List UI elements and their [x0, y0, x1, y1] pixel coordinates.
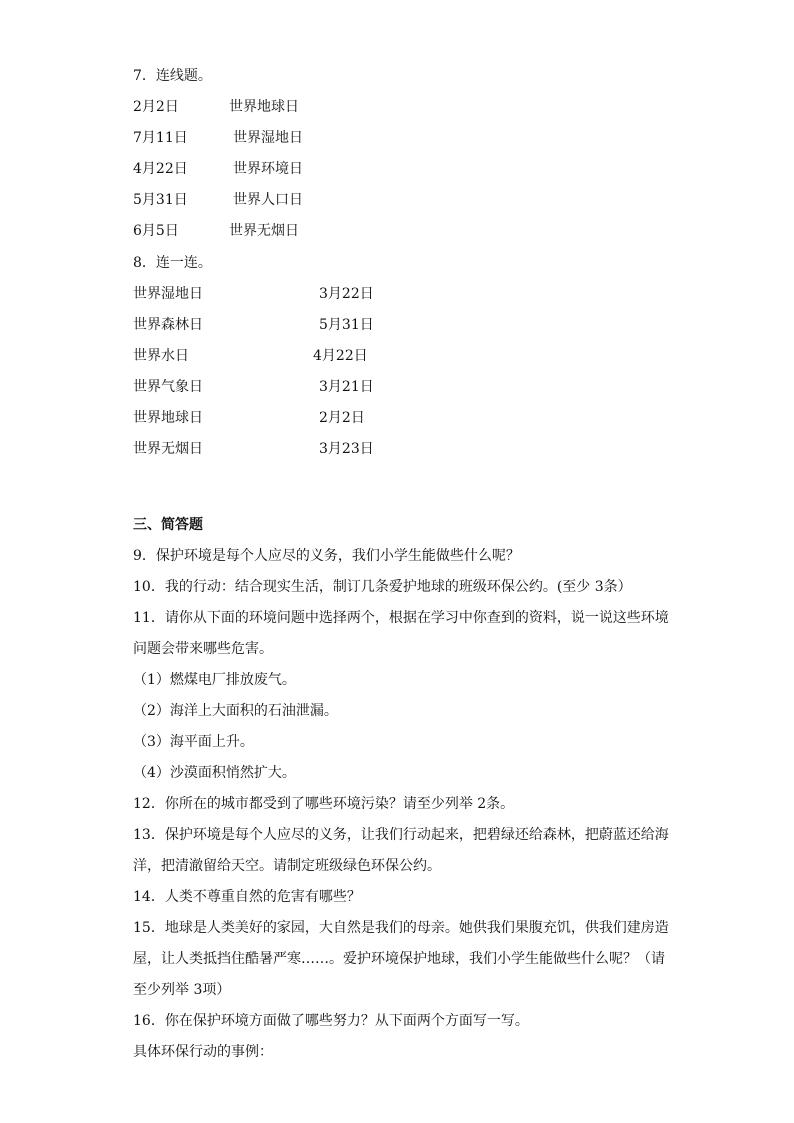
q7-left-item-4: 5月31日	[133, 192, 188, 208]
q7-right-item-5: 世界无烟日	[229, 223, 299, 239]
q14-text: 14．人类不尊重自然的危害有哪些？	[133, 889, 361, 905]
q16-text: 16．你在保护环境方面做了哪些努力？从下面两个方面写一写。	[133, 1013, 529, 1029]
q8-left-item-4: 世界气象日	[133, 379, 203, 395]
q8-title: 8．连一连。	[133, 255, 212, 271]
q8-right-item-6: 3月23日	[319, 441, 374, 457]
q8-left-item-6: 世界无烟日	[133, 441, 203, 457]
q7-left-item-2: 7月11日	[133, 130, 188, 146]
q7-left-item-5: 6月5日	[133, 223, 179, 239]
q7-left-item-3: 4月22日	[133, 161, 188, 177]
q8-right-item-1: 3月22日	[319, 286, 374, 302]
q11-text-line-2: 问题会带来哪些危害。	[133, 641, 273, 657]
section-heading: 三、简答题	[133, 517, 203, 533]
q8-left-item-2: 世界森林日	[133, 317, 203, 333]
q7-right-item-2: 世界湿地日	[233, 130, 303, 146]
q12-text: 12．你所在的城市都受到了哪些环境污染？请至少列举 2条。	[133, 796, 515, 812]
q7-right-item-1: 世界地球日	[229, 99, 299, 115]
q10-text: 10．我的行动：结合现实生活，制订几条爱护地球的班级环保公约。(至少 3条）	[133, 579, 632, 595]
q8-right-item-2: 5月31日	[319, 317, 374, 333]
q8-right-item-5: 2月2日	[319, 410, 365, 426]
q7-title: 7．连线题。	[133, 68, 212, 84]
q8-right-item-4: 3月21日	[319, 379, 374, 395]
q8-left-item-3: 世界水日	[133, 348, 189, 364]
q8-left-item-1: 世界湿地日	[133, 286, 203, 302]
q15-text-line-1: 15．地球是人类美好的家园，大自然是我们的母亲。她供我们果腹充饥，供我们建房造	[133, 920, 669, 936]
q15-text-line-2: 屋，让人类抵挡住酷暑严寒……。爱护环境保护地球，我们小学生能做些什么呢？（请	[133, 951, 665, 967]
q15-text-line-3: 至少列举 3项）	[133, 982, 231, 998]
q13-text-line-1: 13．保护环境是每个人应尽的义务，让我们行动起来，把碧绿还给森林，把蔚蓝还给海	[133, 827, 669, 843]
q8-left-item-5: 世界地球日	[133, 410, 203, 426]
q11-option-2: （2）海洋上大面积的石油泄漏。	[133, 703, 338, 719]
q16-prompt: 具体环保行动的事例：	[133, 1044, 273, 1060]
q11-option-4: （4）沙漠面积悄然扩大。	[133, 765, 296, 781]
q11-option-3: （3）海平面上升。	[133, 734, 254, 750]
q11-text-line-1: 11．请你从下面的环境问题中选择两个，根据在学习中你查到的资料，说一说这些环境	[133, 610, 669, 626]
q9-text: 9．保护环境是每个人应尽的义务，我们小学生能做些什么呢？	[133, 548, 520, 564]
q13-text-line-2: 洋，把清澈留给天空。请制定班级绿色环保公约。	[133, 858, 441, 874]
q11-option-1: （1）燃煤电厂排放废气。	[133, 672, 296, 688]
q7-left-item-1: 2月2日	[133, 99, 179, 115]
q7-right-item-4: 世界人口日	[233, 192, 303, 208]
q8-right-item-3: 4月22日	[313, 348, 368, 364]
q7-right-item-3: 世界环境日	[233, 161, 303, 177]
